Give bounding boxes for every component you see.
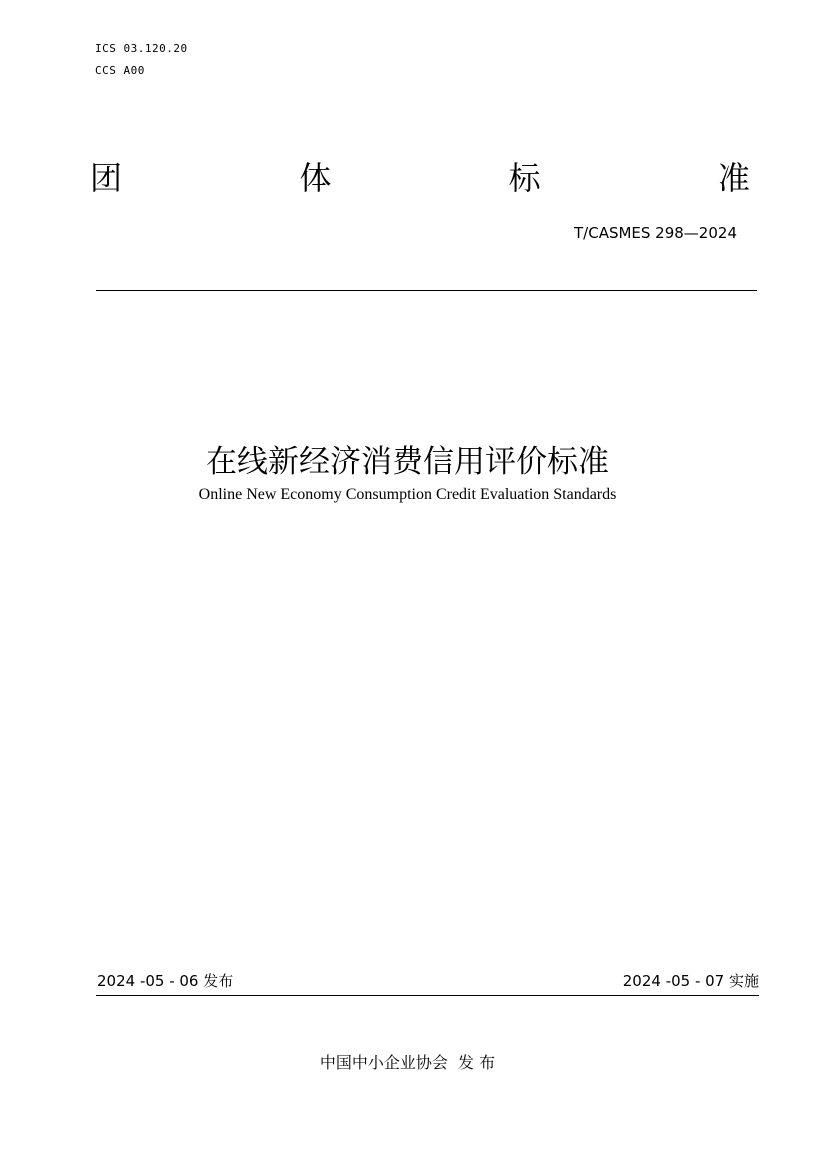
title-english: Online New Economy Consumption Credit Evaluation Standards (198, 486, 617, 503)
doc-type-char-2: 体 (299, 159, 332, 197)
footer-divider (96, 995, 759, 996)
publish-date: 2024 -05 - 06 发布 (97, 972, 234, 990)
doc-type-char-4: 准 (717, 159, 750, 197)
document-type-heading (90, 158, 750, 198)
publisher: 中国中小企业协会 发 布 (319, 1053, 496, 1072)
doc-type-char-1: 团 (90, 159, 123, 197)
doc-type-char-3: 标 (508, 159, 541, 197)
ics-code: ICS 03.120.20 (95, 42, 188, 55)
standard-number: T/CASMES 298—2024 (574, 224, 737, 242)
title-chinese: 在线新经济消费信用评价标准 (206, 444, 609, 480)
header-divider (96, 290, 757, 291)
implement-date: 2024 -05 - 07 实施 (622, 972, 759, 990)
ccs-code: CCS A00 (95, 64, 145, 77)
